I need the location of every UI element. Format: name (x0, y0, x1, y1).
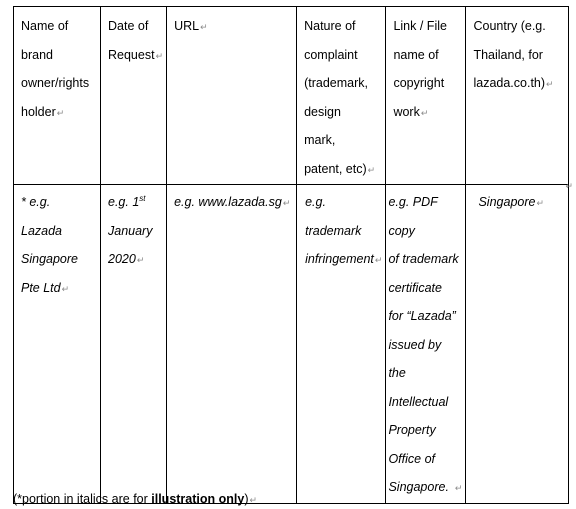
paragraph-mark-icon: ↵ (536, 198, 545, 208)
paragraph-mark-icon: ↵ (249, 495, 258, 505)
paragraph-mark-icon: ↵ (367, 164, 376, 175)
example-row (14, 185, 569, 504)
cell-nature: e.g. trademark infringement↵ (297, 185, 386, 504)
paragraph-mark-icon: ↵ (61, 283, 70, 294)
paragraph-mark-icon: ↵ (56, 107, 65, 118)
paragraph-mark-icon: ↵ (420, 107, 429, 118)
header-row (14, 7, 569, 185)
paragraph-mark-icon: ↵ (546, 79, 554, 89)
cell-date: e.g. 1st January 2020↵ (101, 185, 167, 504)
header-brand-owner: Name of brand owner/rights holder↵ (14, 7, 101, 185)
cell-brand-owner: * e.g. Lazada Singapore Pte Ltd↵ (14, 185, 101, 504)
paragraph-mark-icon: ↵ (454, 483, 463, 493)
paragraph-mark-icon: ↵ (374, 255, 383, 265)
cell-url: e.g. www.lazada.sg↵ (167, 185, 297, 504)
row-end-mark-icon: ↵ (565, 181, 573, 191)
header-nature-of-complaint: Nature of complaint (trademark, design mark, patent, etc)↵ (297, 7, 386, 185)
cell-country: Singapore↵ (466, 185, 569, 504)
header-country: Country (e.g. Thailand, for lazada.co.th)↵ (466, 7, 569, 185)
header-date-of-request: Date of Request↵ (101, 7, 167, 185)
paragraph-mark-icon: ↵ (136, 255, 145, 265)
paragraph-mark-icon: ↵ (282, 198, 291, 208)
cell-link: e.g. PDF copy of trademark certificate for “Lazada” issued by the Intellectual Property Office of Singapore. ↵ (386, 185, 466, 504)
paragraph-mark-icon: ↵ (200, 22, 208, 32)
complaint-table (13, 6, 569, 504)
paragraph-mark-icon: ↵ (155, 50, 164, 61)
footnote: (*portion in italics are for illustration only)↵ (13, 492, 258, 506)
header-link-file-name: Link / File name of copyright work↵ (386, 7, 466, 185)
header-url: URL↵ (167, 7, 297, 185)
